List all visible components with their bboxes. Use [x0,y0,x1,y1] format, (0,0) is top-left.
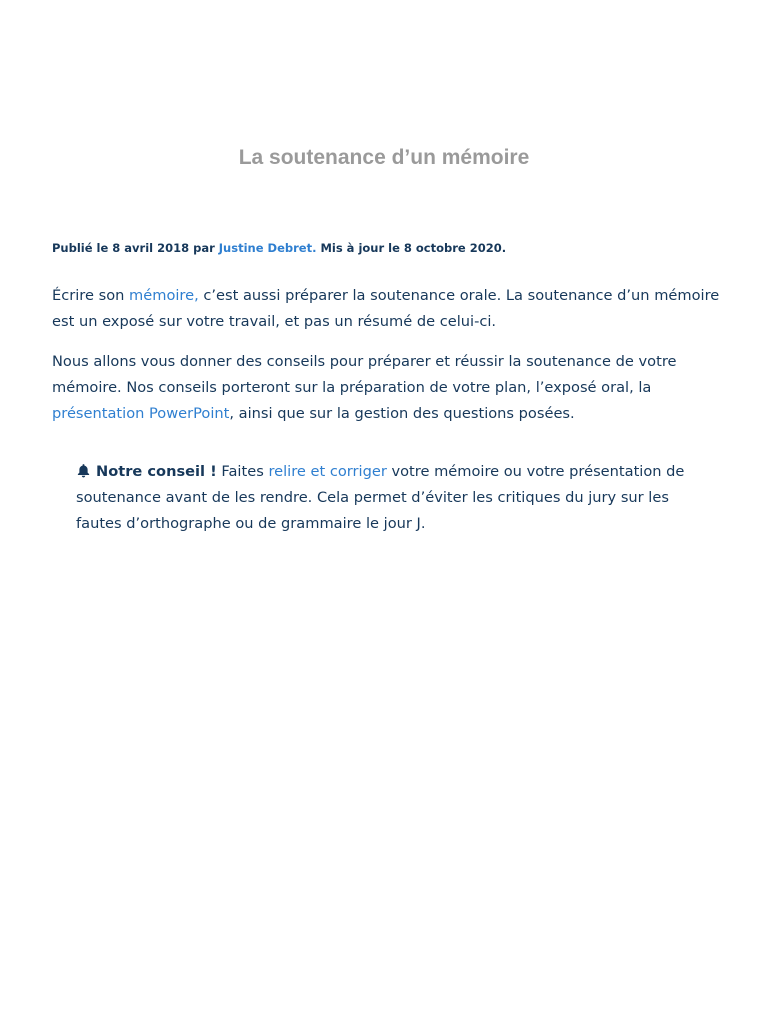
paragraph-text: Écrire son [52,287,130,304]
memoire-link[interactable]: mémoire, [129,287,199,304]
tip-text: Faites [216,463,269,480]
author-link[interactable]: Justine Debret. [218,241,317,255]
proofreading-link[interactable]: relire et corriger [268,463,387,480]
paragraph-text: , ainsi que sur la gestion des questions posées. [229,405,575,422]
bell-icon [76,461,91,476]
page-title: La soutenance d’un mémoire [238,146,530,169]
tip-label: Notre conseil ! [96,463,217,480]
advice-paragraph [52,349,722,427]
paragraph-text: Nous allons vous donner des conseils pour préparer et réussir la soutenance de votre mémoire. Nos conseils porteront sur la préparation de votre plan, l’exposé oral, la [52,353,677,396]
article-meta [52,241,732,255]
tip-text: votre mémoire ou votre présentation de soutenance avant de les rendre. Cela permet d’éviter les critiques du jury sur les fautes d’orthographe ou de grammaire le jour J. [76,463,685,532]
intro-paragraph [52,283,722,335]
powerpoint-link[interactable]: présentation PowerPoint [52,405,230,422]
tip-box [76,459,696,537]
published-date: Publié le 8 avril 2018 par [52,241,219,255]
paragraph-text: c’est aussi préparer la soutenance orale. La soutenance d’un mémoire est un exposé sur votre travail, et pas un résumé de celui-ci. [52,287,720,330]
updated-date: Mis à jour le 8 octobre 2020. [316,241,507,255]
